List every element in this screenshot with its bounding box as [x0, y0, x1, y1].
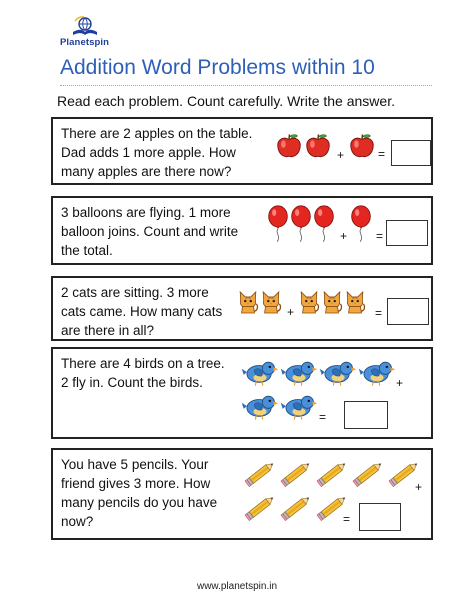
problem-line: 3 balloons are flying. 1 more — [61, 205, 231, 220]
cat-icon — [260, 290, 282, 314]
cat-icon — [344, 290, 366, 314]
answer-box[interactable] — [387, 298, 429, 325]
bird-icon — [280, 393, 318, 421]
pencil-icon — [351, 458, 387, 488]
problem-line: friend gives 3 more. How — [61, 476, 211, 491]
answer-box[interactable] — [391, 140, 431, 166]
bird-icon — [280, 359, 318, 387]
pencil-icon — [279, 492, 315, 522]
bird-icon — [241, 393, 279, 421]
equals-sign: = — [375, 306, 383, 320]
answer-box[interactable] — [386, 220, 428, 246]
problem-card-pencils — [51, 448, 433, 540]
bird-icon — [358, 359, 396, 387]
problem-line: There are 2 apples on the table. — [61, 126, 253, 141]
pencil-icon — [279, 458, 315, 488]
problem-card-cats — [51, 276, 433, 341]
bird-icon — [319, 359, 357, 387]
footer-url: www.planetspin.in — [196, 581, 278, 592]
apple-icon — [348, 133, 376, 159]
pencil-icon — [315, 458, 351, 488]
equals-sign: = — [319, 410, 327, 424]
plus-sign: + — [287, 305, 295, 319]
apple-icon — [275, 133, 303, 159]
answer-box[interactable] — [344, 401, 388, 429]
problem-line: are there in all? — [61, 323, 155, 338]
cat-icon — [298, 290, 320, 314]
problem-line: cats came. How many cats — [61, 304, 223, 319]
problem-line: balloon joins. Count and write — [61, 224, 239, 239]
problem-text — [61, 455, 217, 531]
equals-sign: = — [376, 229, 384, 243]
problem-line: There are 4 birds on a tree. — [61, 356, 225, 371]
problem-line: the total. — [61, 243, 113, 258]
problem-text — [61, 354, 225, 392]
worksheet-title: Addition Word Problems within 10 — [60, 56, 375, 79]
problem-card-balloons — [51, 196, 433, 265]
plus-sign: + — [415, 480, 423, 494]
balloon-icon — [313, 205, 335, 243]
apple-icon — [304, 133, 332, 159]
pencil-icon — [243, 492, 279, 522]
cat-icon — [237, 290, 259, 314]
bird-icon — [241, 359, 279, 387]
problem-line: 2 cats are sitting. 3 more — [61, 285, 209, 300]
planetspin-logo — [60, 16, 130, 50]
worksheet-instructions: Read each problem. Count carefully. Write the answer. — [57, 93, 395, 109]
plus-sign: + — [340, 229, 348, 243]
problem-line: 2 fly in. Count the birds. — [61, 375, 203, 390]
equals-sign: = — [378, 147, 386, 161]
problem-line: now? — [61, 514, 94, 529]
problem-card-apples — [51, 117, 433, 185]
problem-text — [61, 203, 238, 260]
balloon-icon — [290, 205, 312, 243]
problem-line: many apples are there now? — [61, 164, 232, 179]
answer-box[interactable] — [359, 503, 401, 531]
problem-text — [61, 124, 252, 181]
problem-text — [61, 283, 222, 340]
cat-icon — [321, 290, 343, 314]
book-globe-icon — [72, 16, 98, 36]
balloon-icon — [350, 205, 372, 243]
balloon-icon — [267, 205, 289, 243]
plus-sign: + — [337, 148, 345, 162]
problem-card-birds — [51, 347, 433, 439]
title-divider — [60, 85, 432, 86]
problem-line: You have 5 pencils. Your — [61, 457, 209, 472]
equals-sign: = — [343, 512, 351, 526]
plus-sign: + — [396, 376, 404, 390]
pencil-icon — [243, 458, 279, 488]
problem-line: many pencils do you have — [61, 495, 218, 510]
brand-name: Planetspin — [60, 37, 110, 48]
problem-line: Dad adds 1 more apple. How — [61, 145, 236, 160]
